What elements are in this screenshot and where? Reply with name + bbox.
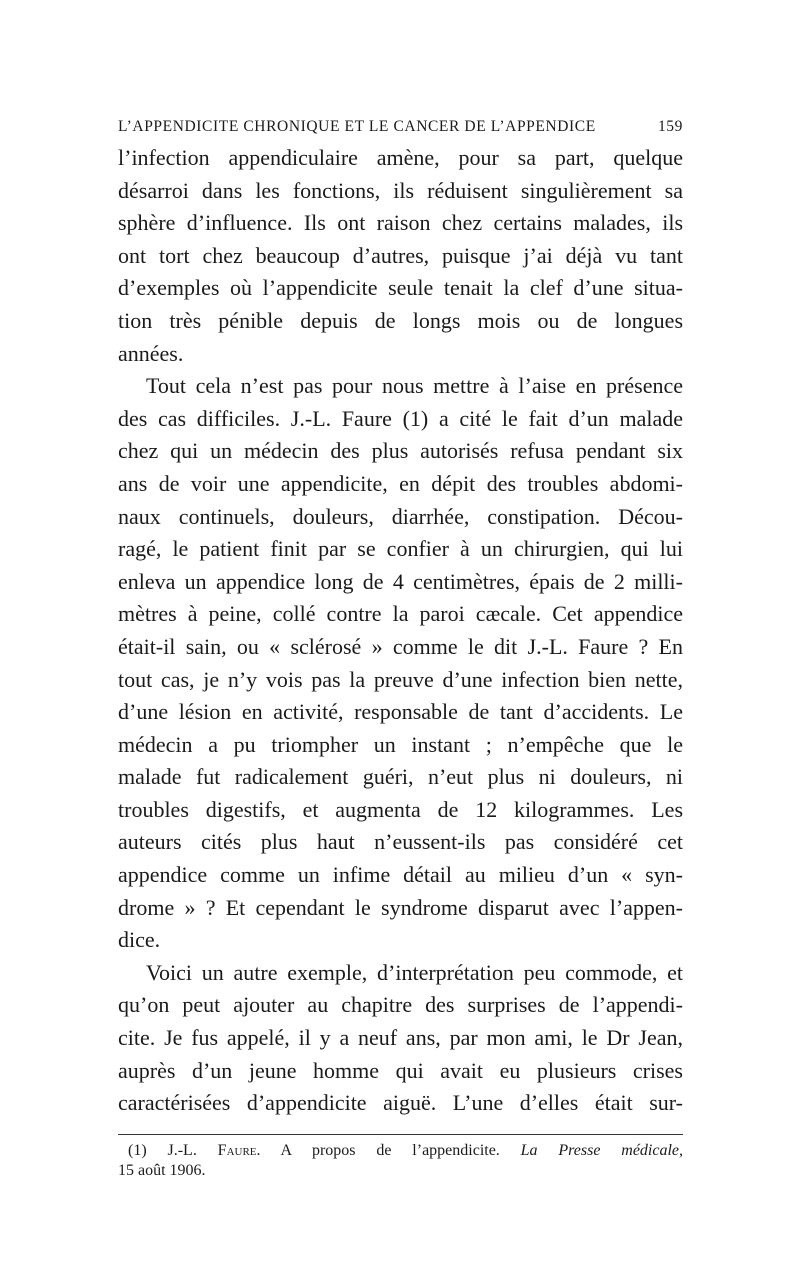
text-line: tion très pénible depuis de longs mois ou de longues	[118, 307, 683, 333]
text-line: troubles digestifs, et augmenta de 12 kilogrammes. Les	[118, 796, 683, 822]
footnote-text: A propos de l’appendicite.	[280, 1141, 500, 1159]
footnote-rule	[118, 1134, 683, 1135]
text-line: désarroi dans les fonctions, ils réduisent singulièrement sa	[118, 177, 683, 203]
text-line: sphère d’influence. Ils ont raison chez certains malades, ils	[118, 210, 683, 236]
text-line: médecin a pu triompher un instant ; n’empêche que le	[118, 731, 683, 757]
text-line: Voici un autre exemple, d’interprétation peu commode, et	[146, 959, 683, 985]
text-line: auprès d’un jeune homme qui avait eu plusieurs crises	[118, 1057, 683, 1083]
text-line: dice.	[118, 927, 161, 953]
text-line: l’infection appendiculaire amène, pour sa part, quelque	[118, 145, 683, 170]
text-line: d’exemples où l’appendicite seule tenait la clef d’une situa-	[118, 275, 683, 301]
text-line: d’une lésion en activité, responsable de tant d’accidents. Le	[118, 699, 683, 725]
text-line: appendice comme un infime détail au milieu d’un « syn-	[118, 862, 683, 888]
text-line: ont tort chez beaucoup d’autres, puisque j’ai déjà vu tant	[118, 242, 683, 268]
text-line: malade fut radicalement guéri, n’eut plus ni douleurs, ni	[118, 764, 683, 790]
footnote-line-2	[118, 1161, 683, 1181]
text-line: années.	[118, 340, 184, 366]
footnote-author: Faure.	[217, 1141, 261, 1159]
running-title: L’APPENDICITE CHRONIQUE ET LE CANCER DE L’APPENDICE	[118, 118, 596, 135]
text-line: enleva un appendice long de 4 centimètres, épais de 2 milli-	[118, 568, 683, 594]
text-line: auteurs cités plus haut n’eussent-ils pas considéré cet	[118, 829, 683, 855]
text-line: ragé, le patient finit par se confier à un chirurgien, qui lui	[118, 536, 683, 562]
text-line: cite. Je fus appelé, il y a neuf ans, par mon ami, le Dr Jean,	[118, 1025, 683, 1051]
text-line: caractérisées d’appendicite aiguë. L’une d’elles était sur-	[118, 1090, 683, 1116]
text-line: chez qui un médecin des plus autorisés refusa pendant six	[118, 438, 683, 464]
text-line: qu’on peut ajouter au chapitre des surprises de l’appendi-	[118, 992, 683, 1018]
body-text	[118, 142, 683, 1120]
book-page	[118, 118, 683, 1181]
text-line: était-il sain, ou « sclérosé » comme le dit J.-L. Faure ? En	[118, 633, 683, 659]
page-number: 159	[657, 118, 683, 135]
footnote-journal: La Presse médicale,	[520, 1141, 683, 1159]
text-line: des cas difficiles. J.-L. Faure (1) a cité le fait d’un malade	[118, 405, 683, 431]
text-line: drome » ? Et cependant le syndrome disparut avec l’appen-	[118, 894, 683, 920]
text-line: naux continuels, douleurs, diarrhée, constipation. Décou-	[118, 503, 683, 529]
text-line: mètres à peine, collé contre la paroi cæcale. Cet appendice	[118, 601, 683, 627]
footnote-line-1	[118, 1141, 683, 1161]
footnote-marker: (1) J.-L.	[128, 1141, 197, 1159]
text-line: ans de voir une appendicite, en dépit des troubles abdomi-	[118, 470, 683, 496]
running-header	[118, 118, 683, 142]
text-line: Tout cela n’est pas pour nous mettre à l’aise en présence	[146, 373, 683, 399]
footnote-date: 15 août 1906.	[118, 1161, 206, 1179]
footnote	[118, 1141, 683, 1181]
text-line: tout cas, je n’y vois pas la preuve d’une infection bien nette,	[118, 666, 683, 692]
